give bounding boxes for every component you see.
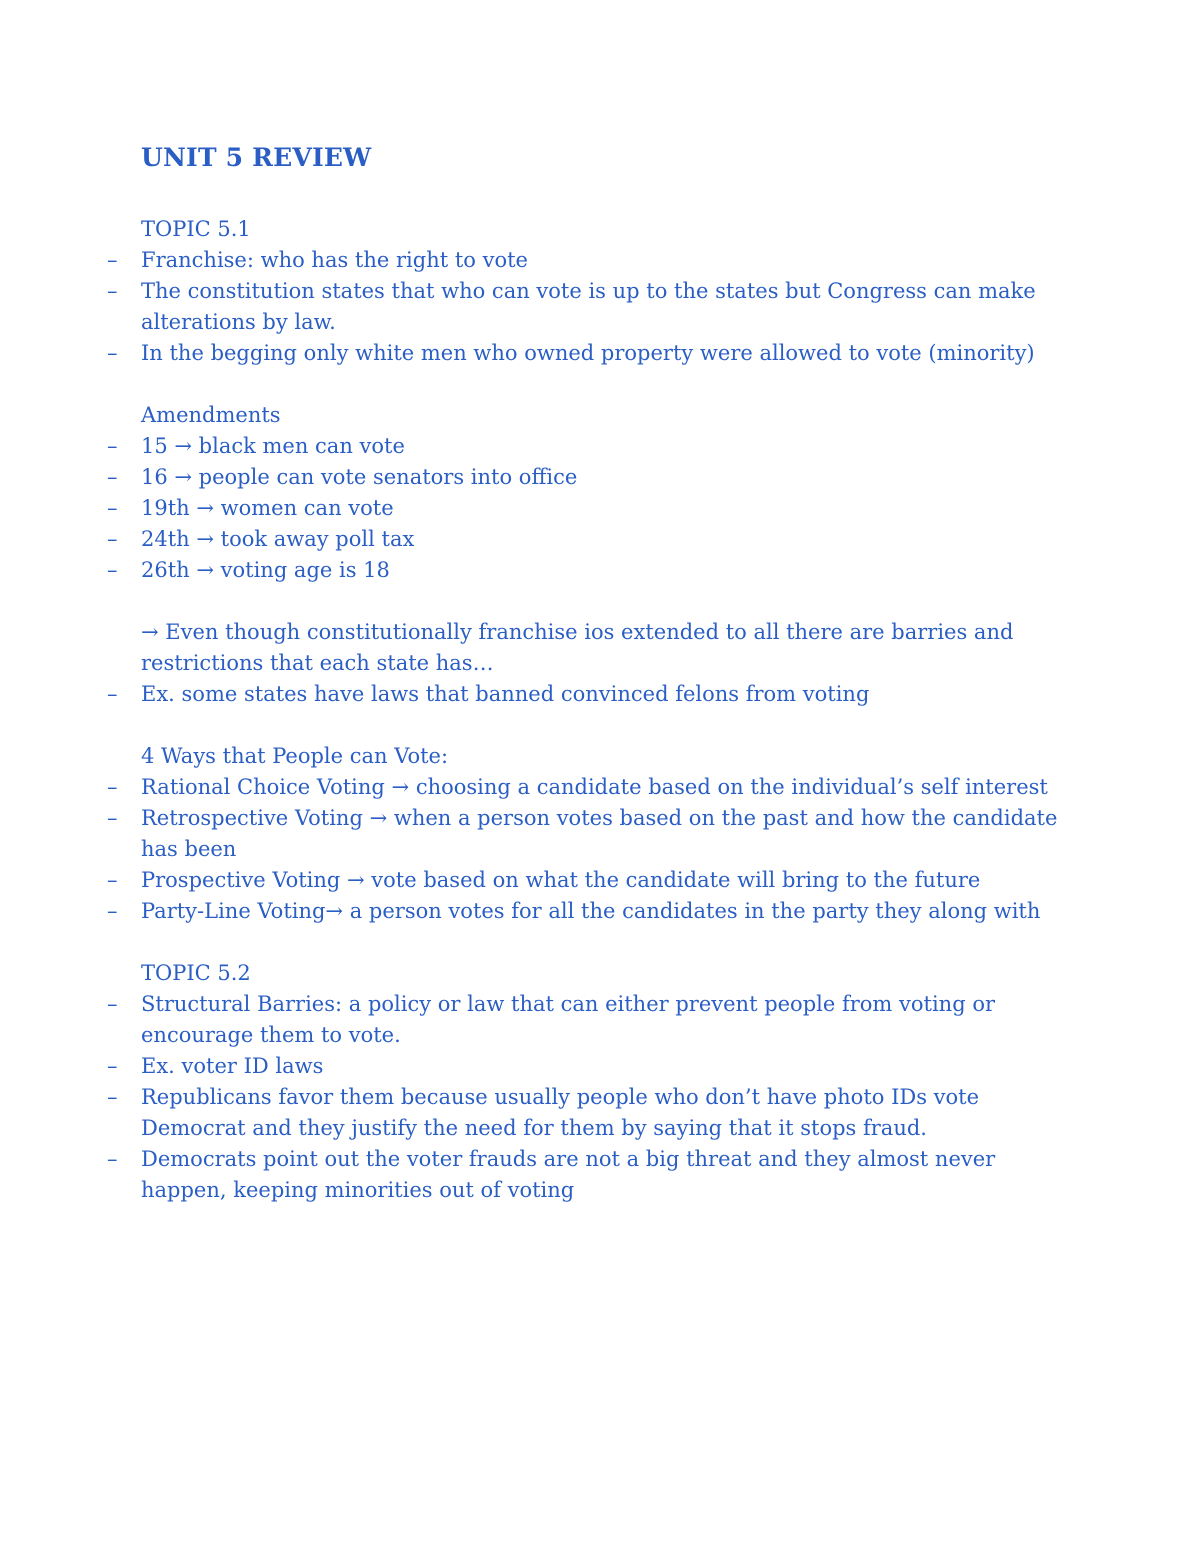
list-item: – Rational Choice Voting → choosing a candidate based on the individual’s self interest bbox=[141, 772, 1080, 803]
franchise-sublist bbox=[141, 276, 1080, 369]
amendments-heading: Amendments bbox=[141, 403, 281, 427]
ways-heading: 4 Ways that People can Vote: bbox=[141, 744, 449, 768]
topic-5-2-heading: TOPIC 5.2 bbox=[141, 961, 251, 985]
topic-5-2-list bbox=[141, 989, 1080, 1051]
list-item: – 26th → voting age is 18 bbox=[141, 555, 1080, 586]
list-item: – Democrats point out the voter frauds are not a big threat and they almost never happen, keeping minorities out of voting bbox=[141, 1144, 1080, 1206]
list-item: – Prospective Voting → vote based on what the candidate will bring to the future bbox=[141, 865, 1080, 896]
list-item: – 15 → black men can vote bbox=[141, 431, 1080, 462]
voter-id-example-item: – Ex. voter ID laws bbox=[141, 1051, 1080, 1082]
structural-barriers-item: – Structural Barries: a policy or law that can either prevent people from voting or encourage them to vote. bbox=[141, 989, 1080, 1051]
list-item: – The constitution states that who can vote is up to the states but Congress can make alterations by law. bbox=[141, 276, 1080, 338]
franchise-item: – Franchise: who has the right to vote bbox=[141, 245, 1080, 276]
topic-5-1-heading: TOPIC 5.1 bbox=[141, 217, 251, 241]
list-item: – Party-Line Voting→ a person votes for all the candidates in the party they along with bbox=[141, 896, 1080, 927]
list-item: – In the begging only white men who owned property were allowed to vote (minority) bbox=[141, 338, 1080, 369]
list-item: – 19th → women can vote bbox=[141, 493, 1080, 524]
list-item: – Republicans favor them because usually people who don’t have photo IDs vote Democrat and they justify the need for them by saying that it stops fraud. bbox=[141, 1082, 1080, 1144]
amendments-list bbox=[141, 431, 1080, 586]
document-title: UNIT 5 REVIEW bbox=[141, 143, 372, 172]
list-item: – Retrospective Voting → when a person votes based on the past and how the candidate has been bbox=[141, 803, 1080, 865]
ways-list bbox=[141, 772, 1080, 927]
voter-id-sublist bbox=[141, 1082, 1080, 1206]
list-item: – 16 → people can vote senators into office bbox=[141, 462, 1080, 493]
restrictions-paragraph: → Even though constitutionally franchise ios extended to all there are barries and restrictions that each state has… bbox=[141, 620, 1014, 675]
list-item: – 24th → took away poll tax bbox=[141, 524, 1080, 555]
list-item: – Ex. some states have laws that banned convinced felons from voting bbox=[141, 679, 1080, 710]
topic-5-1-list bbox=[141, 245, 1080, 276]
restrictions-list bbox=[141, 679, 1080, 710]
barriers-sublist bbox=[141, 1051, 1080, 1082]
